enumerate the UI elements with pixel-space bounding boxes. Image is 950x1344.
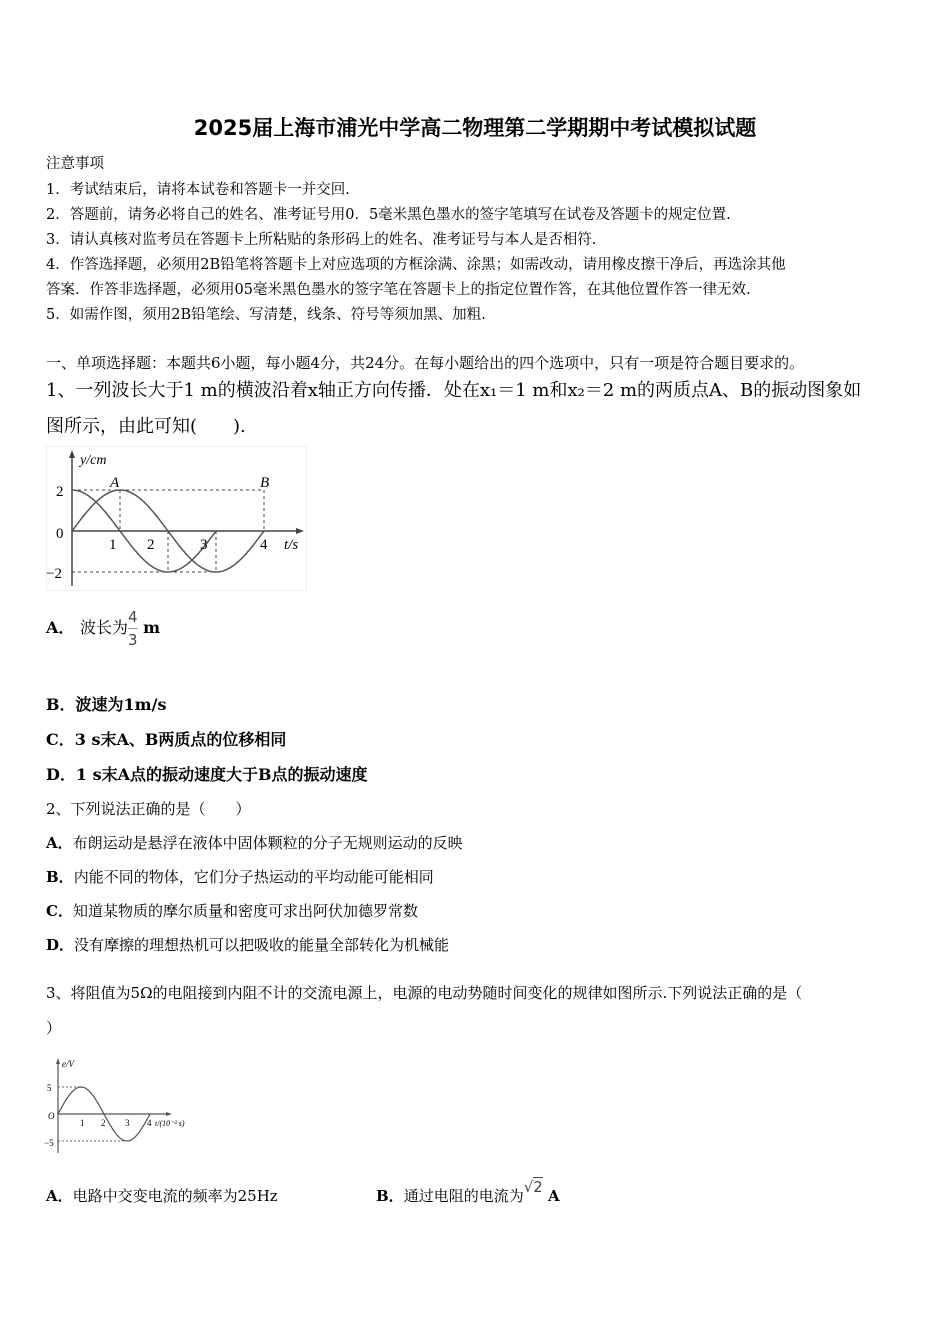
option-key: A． bbox=[46, 834, 73, 852]
option-key: A． bbox=[46, 1187, 73, 1205]
numerator: 4 bbox=[128, 608, 138, 626]
option-text: 波速为1m/s bbox=[75, 695, 167, 714]
option-text: 3 s末A、B两质点的位移相同 bbox=[74, 730, 287, 749]
x-tick-label: 4 bbox=[260, 537, 268, 553]
fraction bbox=[128, 606, 138, 651]
option-key: C． bbox=[46, 730, 75, 749]
sqrt-symbol: √2 bbox=[523, 1178, 543, 1196]
y-tick-label: −5 bbox=[44, 1138, 54, 1148]
option-key: A． bbox=[46, 618, 75, 637]
radicand: 2 bbox=[533, 1178, 543, 1196]
notice-item: 1．考试结束后，请将本试卷和答题卡一并交回. bbox=[46, 182, 350, 198]
denominator: 3 bbox=[128, 628, 138, 651]
option-key: D． bbox=[46, 765, 76, 784]
option-key: C． bbox=[46, 902, 73, 920]
option-text: 通过电阻的电流为 bbox=[403, 1187, 524, 1205]
option-text: 没有摩擦的理想热机可以把吸收的能量全部转化为机械能 bbox=[74, 936, 450, 954]
y-axis-label: e/V bbox=[62, 1059, 74, 1069]
q1-option-b[interactable] bbox=[46, 692, 166, 715]
x-tick-label: 2 bbox=[147, 537, 155, 553]
option-text: 内能不同的物体，它们分子热运动的平均动能可能相同 bbox=[73, 868, 434, 886]
q1-stem-line1: 1、一列波长大于1 m的横波沿着x轴正方向传播．处在x₁＝1 m和x₂＝2 m的两质点A、B的振动图象如 bbox=[46, 380, 862, 401]
option-text: 知道某物质的摩尔质量和密度可求出阿伏加德罗常数 bbox=[72, 902, 418, 920]
point-label-A: A bbox=[110, 475, 120, 491]
section-heading: 一、单项选择题：本题共6小题，每小题4分，共24分。在每小题给出的四个选项中，只有一项是符合题目要求的。 bbox=[46, 354, 805, 372]
notice-item: 4．作答选择题，必须用2B铅笔将答题卡上对应选项的方框涂满、涂黑；如需改动，请用橡皮擦干净后，再选涂其他 bbox=[46, 257, 786, 273]
origin-label: O bbox=[48, 1111, 55, 1121]
q3-stem-line1: 3、将阻值为5Ω的电阻接到内阻不计的交流电源上，电源的电动势随时间变化的规律如图所示.下列说法正确的是（ bbox=[46, 984, 803, 1002]
y-tick-label: 5 bbox=[47, 1083, 52, 1093]
q1-option-a[interactable] bbox=[46, 606, 160, 651]
option-key: B． bbox=[46, 868, 74, 886]
q1-option-d[interactable] bbox=[46, 762, 368, 785]
option-key: B． bbox=[376, 1187, 404, 1205]
q3-option-a[interactable] bbox=[46, 1185, 278, 1206]
y-tick-label: 0 bbox=[56, 526, 64, 542]
q2-option-d[interactable] bbox=[46, 934, 449, 955]
q2-option-a[interactable] bbox=[46, 832, 463, 853]
notice-item: 2．答题前，请务必将自己的姓名、准考证号用0．5毫米黑色墨水的签字笔填写在试卷及答题卡的规定位置. bbox=[46, 207, 731, 223]
notice-item: 5．如需作图，须用2B铅笔绘、写清楚，线条、符号等须加黑、加粗. bbox=[46, 307, 486, 323]
q3-emf-graph bbox=[40, 1055, 210, 1155]
notice-heading: 注意事项 bbox=[46, 156, 104, 172]
q2-option-c[interactable] bbox=[46, 900, 418, 921]
x-tick-label: 1 bbox=[109, 537, 117, 553]
q3-stem-line2: ） bbox=[46, 1019, 62, 1037]
q1-vibration-graph bbox=[46, 446, 308, 592]
page-title: 2025届上海市浦光中学高二物理第二学期期中考试模拟试题 bbox=[193, 116, 757, 140]
option-key: D． bbox=[46, 936, 75, 954]
q1-stem-line2: 图所示，由此可知( ). bbox=[46, 416, 246, 437]
option-text: 电路中交变电流的频率为25Hz bbox=[72, 1187, 278, 1205]
x-tick-label: 2 bbox=[101, 1118, 106, 1128]
q3-option-b[interactable] bbox=[376, 1178, 560, 1206]
point-label-B: B bbox=[260, 475, 270, 491]
option-unit: m bbox=[143, 618, 161, 637]
x-tick-label: 4 bbox=[147, 1118, 152, 1128]
q2-option-b[interactable] bbox=[46, 866, 434, 887]
y-tick-label: 2 bbox=[56, 484, 64, 500]
graph-frame bbox=[47, 447, 307, 591]
x-axis-label: t/(10⁻² s) bbox=[155, 1119, 185, 1128]
notice-item: 答案．作答非选择题，必须用05毫米黑色墨水的签字笔在答题卡上的指定位置作答，在其他位置作答一律无效. bbox=[46, 282, 751, 298]
x-axis-label: t/s bbox=[284, 537, 299, 553]
option-text: 1 s末A点的振动速度大于B点的振动速度 bbox=[75, 765, 368, 784]
x-tick-label: 3 bbox=[125, 1118, 130, 1128]
x-axis-arrow-icon bbox=[166, 1112, 172, 1116]
y-axis-arrow-icon bbox=[56, 1058, 60, 1064]
q2-stem: 2、下列说法正确的是（ ） bbox=[46, 800, 251, 818]
option-unit: A bbox=[548, 1187, 560, 1205]
option-text: 布朗运动是悬浮在液体中固体颗粒的分子无规则运动的反映 bbox=[72, 834, 463, 852]
x-tick-label: 3 bbox=[200, 537, 208, 553]
y-axis-label: y/cm bbox=[80, 453, 107, 468]
option-key: B． bbox=[46, 695, 76, 714]
y-tick-label: −2 bbox=[46, 566, 62, 582]
x-tick-label: 1 bbox=[80, 1118, 85, 1128]
option-text: 波长为 bbox=[80, 618, 129, 637]
q1-option-c[interactable] bbox=[46, 727, 286, 750]
notice-item: 3．请认真核对监考员在答题卡上所粘贴的条形码上的姓名、准考证号与本人是否相符. bbox=[46, 232, 597, 248]
